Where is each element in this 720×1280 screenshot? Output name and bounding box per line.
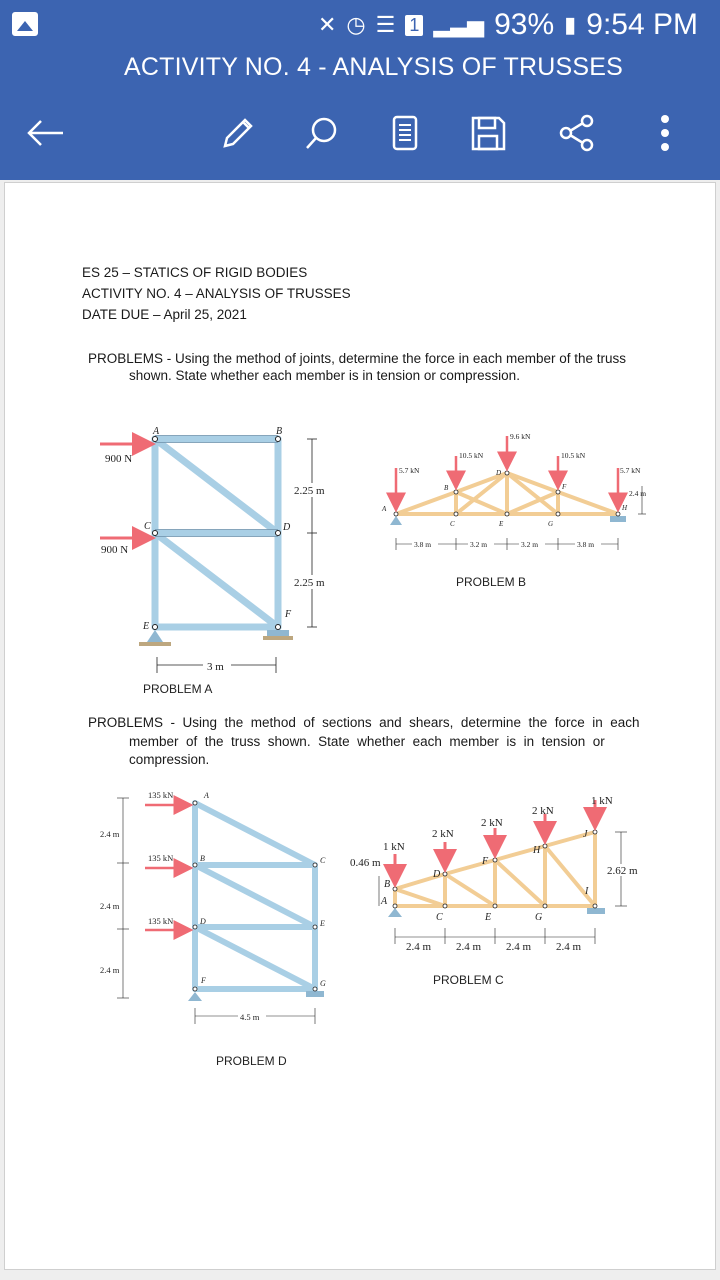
problem-d-load: 135 kN (148, 790, 174, 800)
node-label: C (436, 912, 443, 923)
document-title: ACTIVITY NO. 4 - ANALYSIS OF TRUSSES (124, 53, 623, 81)
node-label: F (482, 856, 489, 867)
problem-b-load: 9.6 kN (510, 432, 531, 441)
node-label: C (144, 521, 151, 532)
problem-a-figure (95, 420, 335, 695)
problem-a-label: PROBLEM A (143, 682, 213, 696)
problem-c-label: PROBLEM C (433, 973, 504, 987)
problem-c-load: 2 kN (532, 805, 554, 817)
node-label: I (585, 886, 589, 897)
problem-c-roller-support-icon (587, 908, 605, 914)
node-label: H (622, 504, 628, 512)
node-label: C (450, 520, 455, 528)
node-label: B (200, 854, 205, 863)
problem-b-load: 10.5 kN (459, 451, 484, 460)
reader-view-icon[interactable] (380, 108, 430, 158)
problem-b-roller-support-icon (610, 516, 626, 522)
problem-d-members (195, 803, 315, 989)
node-label: D (496, 469, 502, 477)
joints-instructions-line2: shown. State whether each member is in tension or compression. (129, 368, 520, 383)
node-label: H (533, 845, 541, 856)
problem-a-dim-lower: 2.25 m (294, 577, 325, 589)
node-label: G (535, 912, 543, 923)
problem-b-load: 5.7 kN (399, 466, 420, 475)
course-line: ES 25 – STATICS OF RIGID BODIES (82, 265, 308, 280)
alarm-icon: ◷ (346, 12, 366, 37)
sections-instructions-line3: compression. (129, 752, 210, 767)
problem-b-pin-support-icon (390, 516, 402, 525)
problem-d-height: 2.4 m (100, 829, 120, 839)
node-label: D (283, 522, 291, 533)
node-label: A (153, 426, 160, 437)
problem-c-span: 2.4 m (406, 941, 432, 953)
node-label: C (320, 856, 326, 865)
battery-percent: 93% (494, 8, 555, 41)
problem-d-figure (100, 788, 340, 1028)
node-label: B (276, 426, 283, 437)
problem-c-load: 2 kN (432, 828, 454, 840)
problem-c-right-height: 2.62 m (607, 865, 638, 877)
problem-a-load-top: 900 N (105, 453, 133, 465)
node-label: G (320, 979, 326, 988)
problem-b-load: 10.5 kN (561, 451, 586, 460)
node-label: E (485, 912, 492, 923)
node-label: E (143, 621, 150, 632)
back-arrow-icon[interactable] (20, 108, 70, 158)
problem-c-left-height: 0.46 m (350, 857, 381, 869)
problem-d-load: 135 kN (148, 916, 174, 926)
problem-b-span: 3.2 m (470, 540, 488, 549)
problem-a-dim-upper: 2.25 m (294, 485, 325, 497)
node-label: E (499, 520, 504, 528)
toolbar (0, 108, 720, 158)
problem-d-pin-support-icon (188, 992, 202, 1001)
search-icon[interactable] (297, 108, 347, 158)
problem-c-span: 2.4 m (506, 941, 532, 953)
signal-icon: ▂▃▅ (433, 12, 485, 37)
app-bar (0, 0, 720, 180)
problem-a-roller-support-icon (267, 630, 289, 636)
sections-instructions-line1: PROBLEMS - Using the method of sections and shears, determine the force in each (88, 715, 640, 730)
problem-d-height: 2.4 m (100, 965, 120, 975)
problem-d-load-arrows (145, 805, 191, 930)
image-notification-icon (12, 12, 38, 36)
problem-b-span: 3.2 m (521, 540, 539, 549)
joints-instructions-line1: PROBLEMS - Using the method of joints, determine the force in each member of the truss (88, 351, 626, 366)
node-label: A (204, 791, 209, 800)
share-icon[interactable] (552, 108, 602, 158)
node-label: B (444, 484, 449, 492)
problem-b-label: PROBLEM B (456, 575, 527, 589)
node-label: B (384, 879, 391, 890)
problem-c-load: 1 kN (383, 841, 405, 853)
node-label: F (285, 609, 292, 620)
problem-d-label: PROBLEM D (216, 1054, 287, 1068)
activity-line: ACTIVITY NO. 4 – ANALYSIS OF TRUSSES (82, 286, 351, 301)
node-label: F (562, 483, 567, 491)
problem-a-dim-width: 3 m (207, 661, 224, 673)
node-label: E (320, 919, 325, 928)
status-bar (0, 0, 720, 50)
status-right (318, 8, 698, 42)
node-label: A (381, 896, 388, 907)
node-label: G (548, 520, 554, 528)
problem-c-pin-support-icon (388, 908, 402, 917)
problem-b-height: 2.4 m (629, 489, 647, 498)
problem-c-span: 2.4 m (556, 941, 582, 953)
problem-d-height: 2.4 m (100, 901, 120, 911)
problem-b-span: 3.8 m (577, 540, 595, 549)
node-label: A (382, 505, 387, 513)
node-label: D (433, 869, 441, 880)
problem-a-load-mid: 900 N (101, 544, 129, 556)
node-label: F (201, 976, 206, 985)
problem-b-load: 5.7 kN (620, 466, 641, 475)
clock: 9:54 PM (586, 8, 698, 41)
mute-icon: ✕ (317, 12, 337, 37)
pencil-icon[interactable] (212, 108, 262, 158)
problem-b-span: 3.8 m (414, 540, 432, 549)
notification-count: 1 (405, 15, 423, 36)
node-label: J (583, 829, 588, 840)
save-icon[interactable] (463, 108, 513, 158)
problem-d-load: 135 kN (148, 853, 174, 863)
problem-c-span: 2.4 m (456, 941, 482, 953)
problem-c-load: 1 kN (591, 795, 613, 807)
problem-a-pin-support-icon (147, 630, 163, 642)
problem-d-width: 4.5 m (240, 1012, 260, 1022)
sections-instructions-line2: member of the truss shown. State whether each member is in tension or (129, 734, 605, 749)
problem-b-members (396, 473, 618, 514)
problem-a-members (155, 439, 278, 627)
node-label: D (200, 917, 206, 926)
more-icon[interactable] (645, 108, 685, 158)
problem-b-figure (370, 428, 660, 558)
wifi-icon: ☰ (375, 12, 396, 37)
due-date-line: DATE DUE – April 25, 2021 (82, 307, 247, 322)
problem-c-load: 2 kN (481, 817, 503, 829)
problem-d-roller-support-icon (306, 991, 324, 997)
battery-icon: ▮ (564, 12, 577, 37)
problem-c-figure (345, 790, 685, 960)
